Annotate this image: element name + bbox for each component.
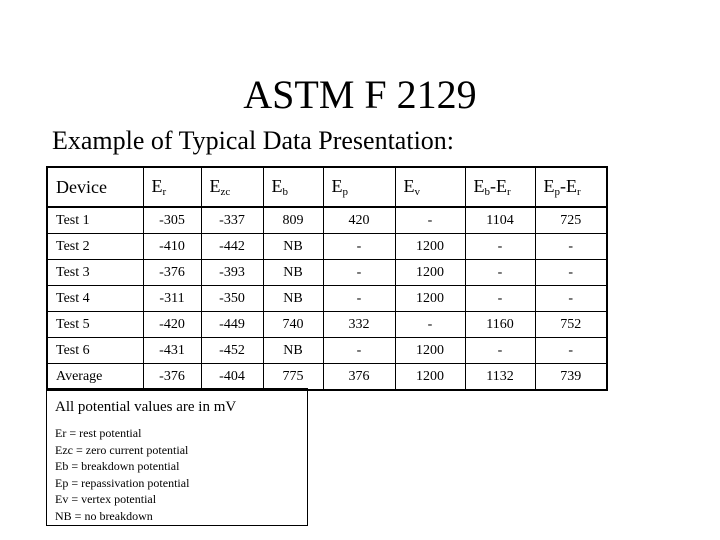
table-cell: NB — [263, 234, 323, 260]
header-ep: $E_p$ — [323, 167, 395, 207]
row-device-cell: Test 6 — [47, 338, 143, 364]
table-cell: 725 — [535, 207, 607, 234]
table-cell: - — [323, 234, 395, 260]
legend-line: Eb = breakdown potential — [55, 459, 180, 474]
table-cell: 332 — [323, 312, 395, 338]
table-cell: -376 — [143, 364, 201, 391]
header-ep-er: $E_p-E_r$ — [535, 167, 607, 207]
table-cell: -449 — [201, 312, 263, 338]
slide-subtitle: Example of Typical Data Presentation: — [52, 126, 455, 155]
table-cell: 1200 — [395, 234, 465, 260]
table-cell: NB — [263, 338, 323, 364]
row-device-cell: Test 3 — [47, 260, 143, 286]
table-row — [47, 234, 607, 260]
table-cell: - — [395, 312, 465, 338]
table-cell: - — [395, 207, 465, 234]
header-ev: $E_v$ — [395, 167, 465, 207]
table-row — [47, 364, 607, 391]
header-ezc: $E_{zc}$ — [201, 167, 263, 207]
table-row — [47, 312, 607, 338]
table-cell: - — [323, 338, 395, 364]
table-header-row — [47, 167, 607, 207]
header-eb: $E_b$ — [263, 167, 323, 207]
table-cell: -410 — [143, 234, 201, 260]
table-cell: - — [535, 260, 607, 286]
table-cell: - — [323, 260, 395, 286]
table-cell: 1104 — [465, 207, 535, 234]
legend-line: Ezc = zero current potential — [55, 442, 189, 457]
table-cell: - — [465, 260, 535, 286]
table-cell: NB — [263, 286, 323, 312]
table-cell: 1160 — [465, 312, 535, 338]
table-cell: -311 — [143, 286, 201, 312]
table-cell: -452 — [201, 338, 263, 364]
table-cell: -420 — [143, 312, 201, 338]
table-row — [47, 260, 607, 286]
legend-line: Ep = repassivation potential — [55, 475, 190, 490]
legend-box — [46, 388, 308, 526]
table-cell: 1200 — [395, 286, 465, 312]
table-cell: - — [465, 234, 535, 260]
table-cell: 420 — [323, 207, 395, 234]
table-cell: 809 — [263, 207, 323, 234]
table-cell: 752 — [535, 312, 607, 338]
table-cell: -431 — [143, 338, 201, 364]
table-cell: - — [535, 338, 607, 364]
header-er: $E_r$ — [143, 167, 201, 207]
table-cell: -350 — [201, 286, 263, 312]
table-cell: - — [465, 286, 535, 312]
row-device-cell: Test 1 — [47, 207, 143, 234]
legend-line: Ev = vertex potential — [55, 492, 157, 507]
table-cell: -337 — [201, 207, 263, 234]
row-device-cell: Test 2 — [47, 234, 143, 260]
row-device-cell: Test 4 — [47, 286, 143, 312]
table-cell: -393 — [201, 260, 263, 286]
table-cell: -442 — [201, 234, 263, 260]
table-cell: 1200 — [395, 338, 465, 364]
table-cell: 1200 — [395, 260, 465, 286]
table-row — [47, 207, 607, 234]
legend-heading: All potential values are in mV — [55, 399, 237, 415]
table-row — [47, 338, 607, 364]
table-cell: 739 — [535, 364, 607, 391]
slide-title: ASTM F 2129 — [243, 72, 477, 117]
table-cell: -376 — [143, 260, 201, 286]
table-cell: 740 — [263, 312, 323, 338]
row-device-cell: Test 5 — [47, 312, 143, 338]
row-device-cell: Average — [47, 364, 143, 391]
data-table — [46, 166, 608, 391]
table-cell: - — [465, 338, 535, 364]
table-cell: 1200 — [395, 364, 465, 391]
legend-line: NB = no breakdown — [55, 508, 153, 523]
table-cell: -305 — [143, 207, 201, 234]
table-cell: -404 — [201, 364, 263, 391]
legend-line: Er = rest potential — [55, 426, 142, 440]
table-cell: - — [535, 286, 607, 312]
table-cell: 775 — [263, 364, 323, 391]
table-row — [47, 286, 607, 312]
table-cell: NB — [263, 260, 323, 286]
table-cell: - — [323, 286, 395, 312]
header-device: Device — [47, 167, 143, 207]
table-cell: - — [535, 234, 607, 260]
table-cell: 376 — [323, 364, 395, 391]
table-cell: 1132 — [465, 364, 535, 391]
header-eb-er: $E_b-E_r$ — [465, 167, 535, 207]
